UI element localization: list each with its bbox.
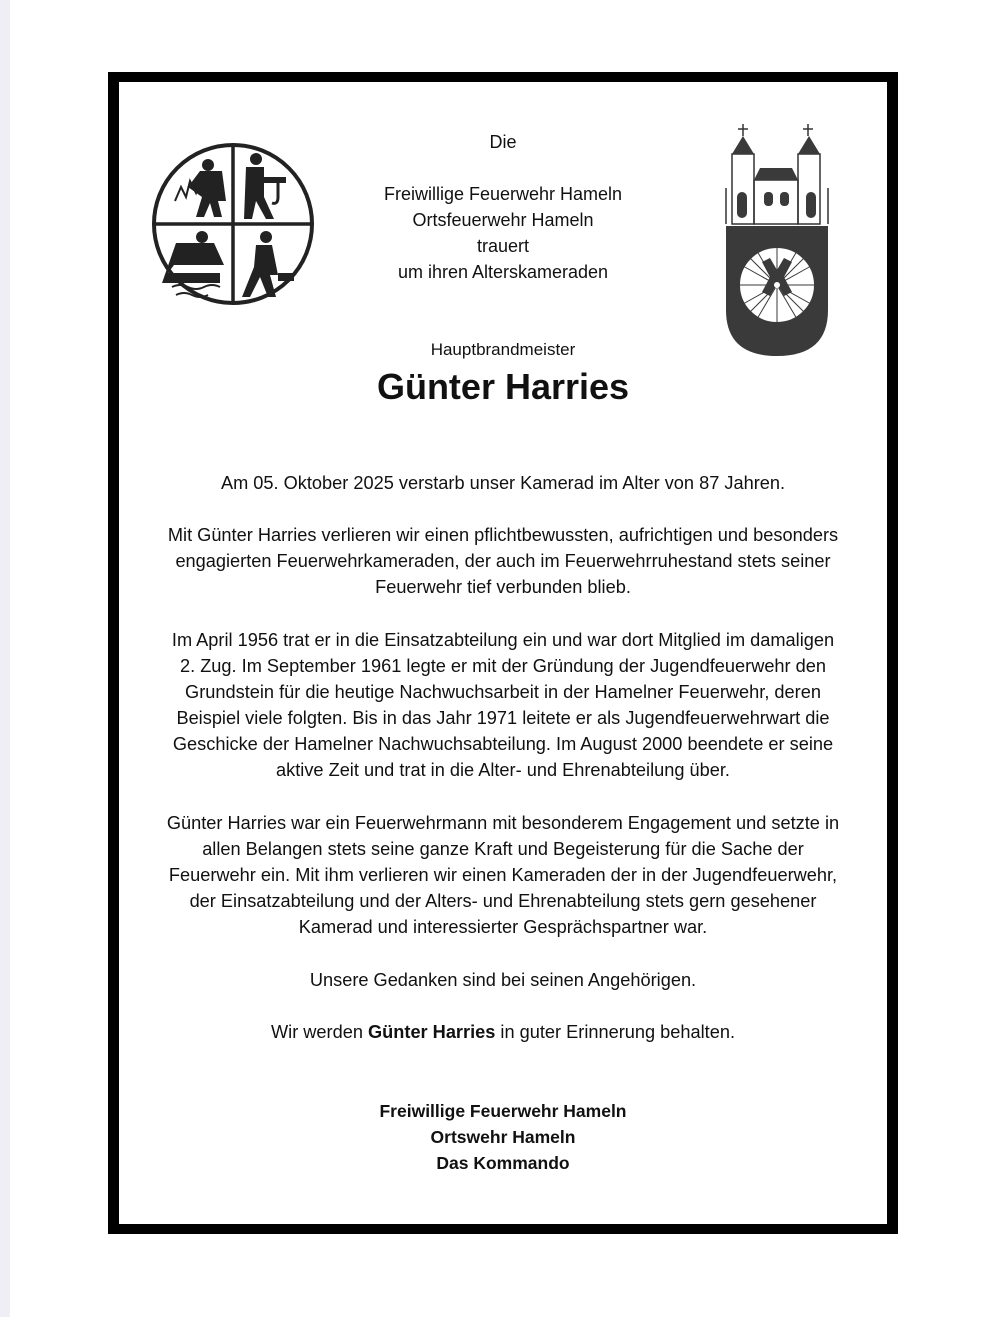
paragraph-6 — [119, 1019, 887, 1045]
org-line-1: Freiwillige Feuerwehr Hameln — [383, 184, 623, 204]
paragraph-6-before: Wir werden — [270, 1022, 369, 1042]
paragraph-3-line-5: Geschicke der Hamelner Nachwuchsabteilung. Im August 2000 beendete er seine — [172, 734, 834, 754]
paragraph-3-line-3: Grundstein für die heutige Nachwuchsarbeit in der Hamelner Feuerwehr, deren — [185, 682, 821, 702]
paragraph-6-name: Günter Harries — [368, 1022, 496, 1042]
obituary-frame — [108, 72, 898, 1234]
rank-title: Hauptbrandmeister — [430, 340, 576, 359]
paragraph-2-line-2: engagierten Feuerwehrkameraden, der auch im Feuerwehrruhestand stets seiner — [175, 551, 831, 571]
paragraph-4-line-3: Feuerwehr ein. Mit ihm verlieren wir einen Kameraden der in der Jugendfeuerwehr, — [168, 865, 838, 885]
org-line-4: um ihren Alterskameraden — [397, 262, 609, 282]
paragraph-3-line-1: Im April 1956 trat er in die Einsatzabteilung ein und war dort Mitglied im damaligen — [171, 630, 835, 650]
paragraph-3-line-2: 2. Zug. Im September 1961 legte er mit der Gründung der Jugendfeuerwehr den — [179, 656, 827, 676]
paragraph-6-after: in guter Erinnerung behalten. — [495, 1022, 736, 1042]
paragraph-5: Unsere Gedanken sind bei seinen Angehörigen. — [309, 970, 697, 990]
paragraph-3-line-6: aktive Zeit und trat in die Alter- und Ehrenabteilung über. — [276, 760, 730, 780]
paragraph-4-line-4: der Einsatzabteilung und der Alters- und Ehrenabteilung stets gern gesehener — [189, 891, 817, 911]
paragraph-2-line-1: Mit Günter Harries verlieren wir einen pflichtbewussten, aufrichtigen und besonders — [167, 525, 839, 545]
deceased-name: Günter Harries — [376, 366, 630, 407]
org-line-2: Ortsfeuerwehr Hameln — [412, 210, 594, 230]
paragraph-4-line-2: allen Belangen stets seine ganze Kraft und Begeisterung für die Sache der — [202, 839, 804, 859]
viewer-side-strip — [0, 0, 10, 1317]
signature-line-1: Freiwillige Feuerwehr Hameln — [379, 1101, 627, 1121]
paragraph-3-line-4: Beispiel viele folgten. Bis in das Jahr 1971 leitete er als Jugendfeuerwehrwart die — [176, 708, 830, 728]
paragraph-1: Am 05. Oktober 2025 verstarb unser Kamerad im Alter von 87 Jahren. — [220, 473, 786, 493]
signature-line-2: Ortswehr Hameln — [430, 1127, 576, 1147]
org-line-3: trauert — [476, 236, 530, 256]
intro-text: Die — [489, 132, 517, 152]
paragraph-2-line-3: Feuerwehr tief verbunden blieb. — [375, 577, 631, 597]
paragraph-4-line-1: Günter Harries war ein Feuerwehrmann mit besonderem Engagement und setzte in — [166, 813, 840, 833]
paragraph-4-line-5: Kamerad und interessierter Gesprächspartner war. — [298, 917, 708, 937]
signature-line-3: Das Kommando — [436, 1153, 570, 1173]
